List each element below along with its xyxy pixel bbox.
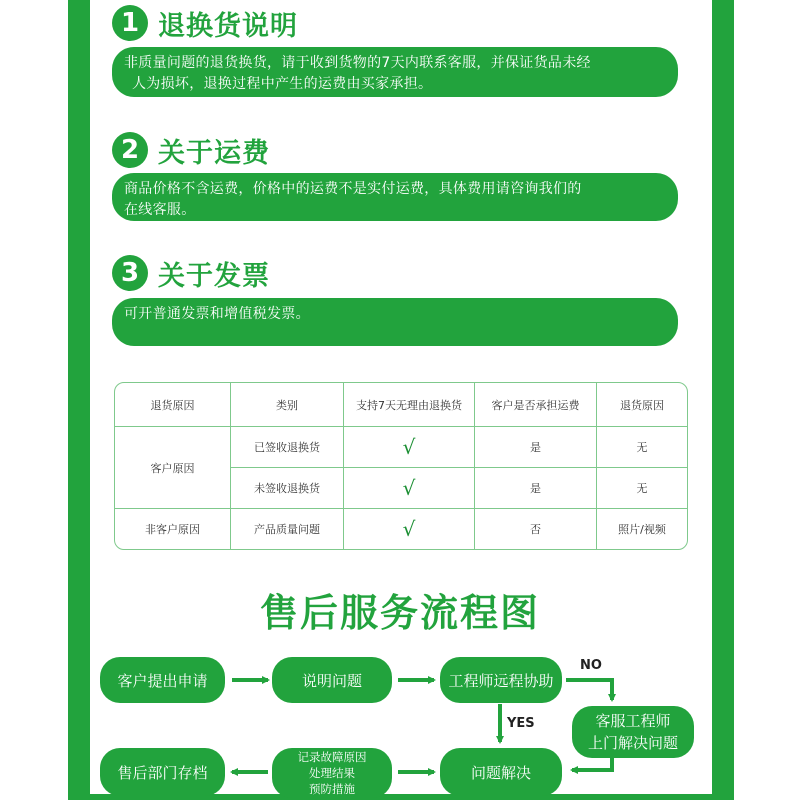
- flow-step-record-details: [272, 748, 392, 798]
- section-number-badge: 2: [112, 132, 148, 168]
- section-title: 退换货说明: [158, 10, 298, 42]
- table-cell-reason: 无: [597, 427, 687, 468]
- flow-step-line: 处理结果: [309, 766, 355, 780]
- table-cell-reason: 照片/视频: [618, 523, 666, 536]
- flowchart-title: 售后服务流程图: [259, 591, 540, 635]
- flow-step-problem-solved: 问题解决: [440, 748, 562, 796]
- flow-step-line: 预防措施: [309, 782, 355, 796]
- section-number-badge: 1: [112, 5, 148, 41]
- table-cell-checkmark: √: [344, 509, 475, 549]
- section-line: 人为损坏，退换过程中产生的运费由买家承担。: [132, 76, 433, 92]
- table-header-cell: 退货原因: [115, 383, 231, 427]
- arrow-onsite-to-solve: [572, 756, 612, 770]
- flow-step-explain-issue: 说明问题: [272, 657, 392, 703]
- table-cell-bear-shipping: 是: [475, 427, 597, 468]
- flow-step-customer-apply: 客户提出申请: [100, 657, 225, 703]
- section-number-badge: 3: [112, 255, 148, 291]
- table-header-cell: 退货原因: [597, 383, 687, 427]
- arrow-remote-to-onsite: [566, 680, 612, 700]
- section-line: 可开普通发票和增值税发票。: [124, 306, 310, 322]
- table-header-cell: 支持7天无理由退换货: [344, 383, 475, 427]
- table-cell-checkmark: √: [344, 468, 475, 509]
- flow-step-remote-assist: 工程师远程协助: [440, 657, 562, 703]
- section-line: 商品价格不含运费，价格中的运费不是实付运费，具体费用请咨询我们的: [124, 181, 582, 197]
- reason-group-cell: 非客户原因: [115, 509, 231, 549]
- table-cell-bear-shipping: 否: [475, 509, 597, 549]
- table-cell-category: 未签收退换货: [231, 468, 344, 509]
- flow-step-line: 客服工程师: [595, 712, 671, 730]
- flow-step-line: 上门解决问题: [587, 734, 678, 752]
- table-header-cell: 类别: [231, 383, 344, 427]
- flow-yes-label: YES: [507, 716, 535, 731]
- table-cell-reason: 无: [597, 468, 687, 509]
- section-line: 在线客服。: [124, 202, 196, 218]
- flow-no-label: NO: [580, 658, 602, 673]
- flow-step-onsite-service: [572, 706, 694, 758]
- table-cell-category: 已签收退换货: [231, 427, 344, 468]
- reason-group-cell: 客户原因: [115, 427, 231, 509]
- section-title: 关于发票: [158, 260, 270, 292]
- table-cell-bear-shipping: 是: [475, 468, 597, 509]
- table-header-cell: 客户是否承担运费: [475, 383, 597, 427]
- section-title: 关于运费: [158, 137, 270, 169]
- table-cell-checkmark: √: [344, 427, 475, 468]
- section-line: 非质量问题的退货换货，请于收到货物的7天内联系客服，并保证货品未经: [124, 55, 591, 71]
- flow-step-archive: 售后部门存档: [100, 748, 225, 796]
- flow-step-line: 记录故障原因: [297, 750, 367, 764]
- table-cell-category: 产品质量问题: [231, 509, 344, 549]
